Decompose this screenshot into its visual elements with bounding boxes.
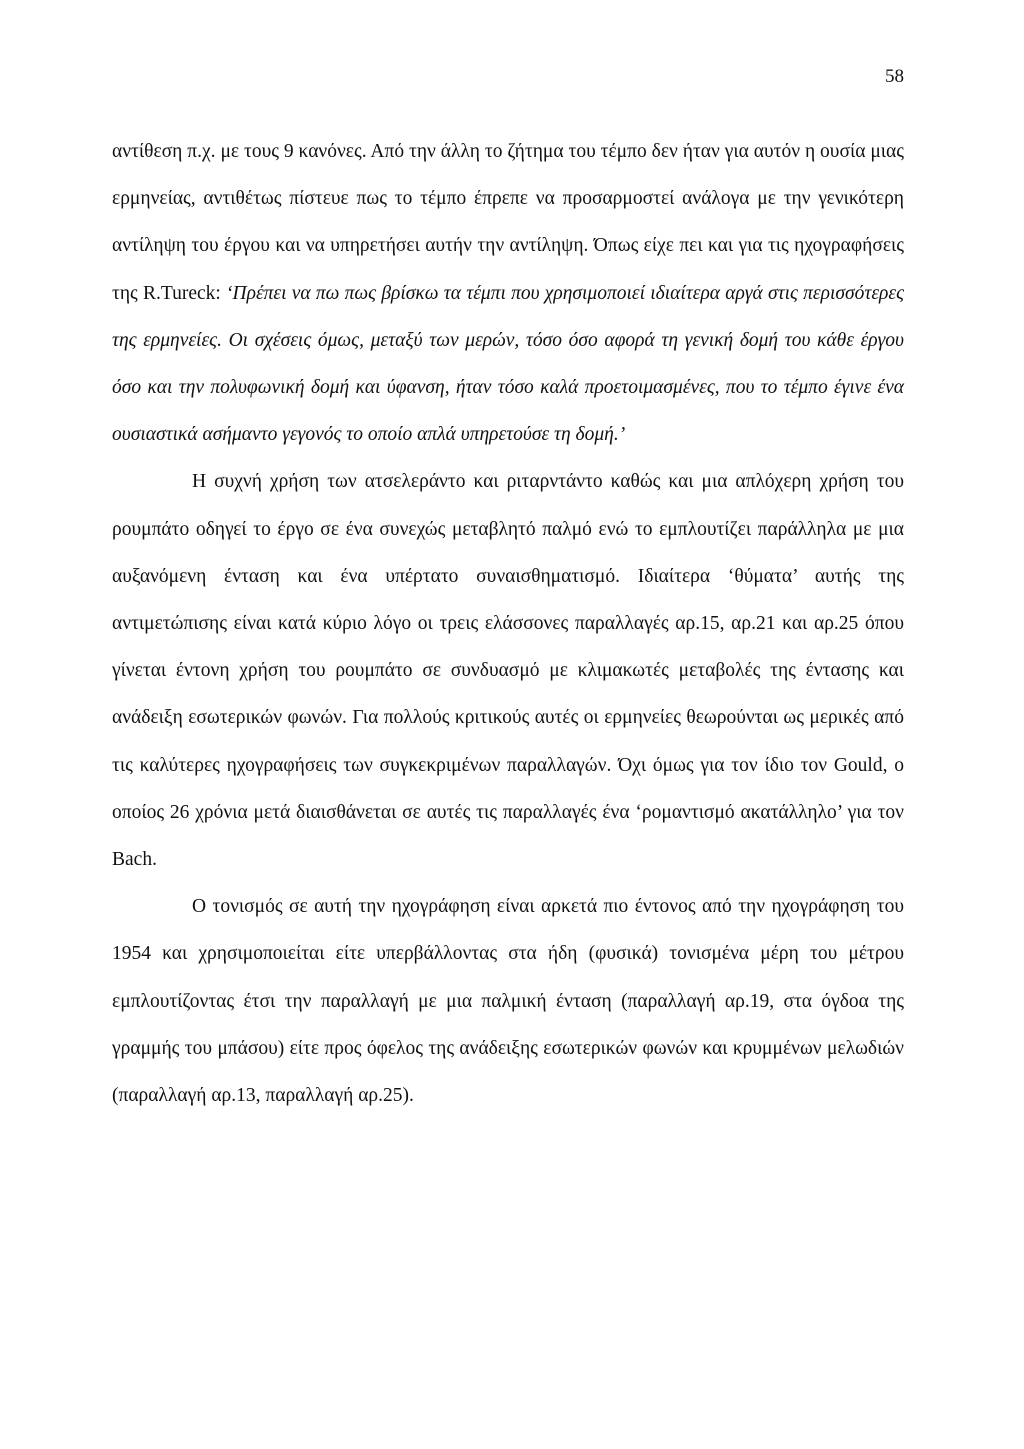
page-number: 58 <box>885 66 904 87</box>
paragraph-3: Ο τονισμός σε αυτή την ηχογράφηση είναι αρκετά πιο έντονος από την ηχογράφηση του 1954 και χρησιμοποιείται είτε υπερβάλλοντας στα ήδη (φυσικά) τονισμένα μέρη του μέτρου εμπλουτίζοντας έτσι την παραλλαγή με μια παλμική ένταση (παραλλαγή αρ.19, στα όγδοα της γραμμής του μπάσου) είτε προς όφελος της ανάδειξης εσωτερικών φωνών και κρυμμένων μελωδιών (παραλλαγή αρ.13, παραλλαγή αρ.25). <box>112 896 904 1107</box>
document-body <box>112 128 904 1119</box>
tureck-quote: ‘Πρέπει να πω πως βρίσκω τα τέμπι που χρησιμοποιεί ιδιαίτερα αργά στις περισσότερες της ερμηνείες. Οι σχέσεις όμως, μεταξύ των μερών, τόσο όσο αφορά τη γενική δομή του κάθε έργου όσο και την πολυφωνική δομή και ύφανση, ήταν τόσο καλά προετοιμασμένες, που το τέμπο έγινε ένα ουσιαστικά ασήμαντο γεγονός το οποίο απλά υπηρετούσε τη δομή.’ <box>112 282 904 446</box>
paragraph-1 <box>112 128 904 458</box>
paragraph-1-lead: αντίθεση π.χ. με τους 9 κανόνες. Από την άλλη το ζήτημα του τέμπο δεν ήταν για αυτόν η ουσία μιας ερμηνείας, αντιθέτως πίστευε πως το τέμπο έπρεπε να προσαρμοστεί ανάλογα με την γενικότερη αντίληψη του έργου και να υπηρετήσει αυτήν την αντίληψη. Όπως είχε πει και για τις ηχογραφήσεις της R.Tureck: <box>112 141 904 304</box>
paragraph-2: Η συχνή χρήση των ατσελεράντο και ριταρντάντο καθώς και μια απλόχερη χρήση του ρουμπάτο οδηγεί το έργο σε ένα συνεχώς μεταβλητό παλμό ενώ το εμπλουτίζει παράλληλα με μια αυξανόμενη ένταση και ένα υπέρτατο συναισθηματισμό. Ιδιαίτερα ‘θύματα’ αυτής της αντιμετώπισης είναι κατά κύριο λόγο οι τρεις ελάσσονες παραλλαγές αρ.15, αρ.21 και αρ.25 όπου γίνεται έντονη χρήση του ρουμπάτο σε συνδυασμό με κλιμακωτές μεταβολές της έντασης και ανάδειξη εσωτερικών φωνών. Για πολλούς κριτικούς αυτές οι ερμηνείες θεωρούνται ως μερικές από τις καλύτερες ηχογραφήσεις των συγκεκριμένων παραλλαγών. Όχι όμως για τον ίδιο τον Gould, ο οποίος 26 χρόνια μετά διαισθάνεται σε αυτές τις παραλλαγές ένα ‘ρομαντισμό ακατάλληλο’ για τον Bach. <box>112 471 904 871</box>
